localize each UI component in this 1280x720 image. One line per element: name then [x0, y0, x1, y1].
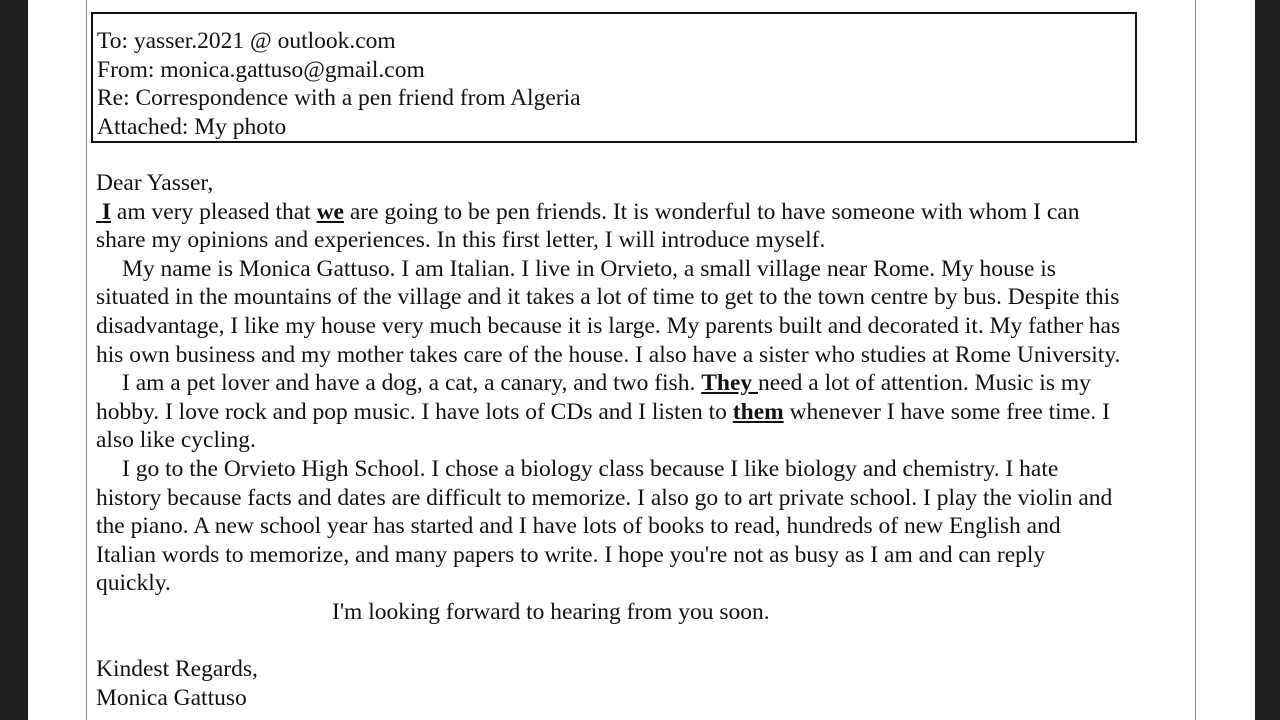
closing-line: I'm looking forward to hearing from you soon. — [332, 598, 770, 625]
p2-line-4: his own business and my mother takes care of the house. I also have a sister who studies at Rome University. — [96, 341, 1121, 368]
p1-line-1: I am very pleased that we are going to be pen friends. It is wonderful to have someone with whom I can — [96, 198, 1181, 227]
p2-line-3: disadvantage, I like my house very much because it is large. My parents built and decorated it. My father has — [96, 312, 1121, 339]
p4-line-2: history because facts and dates are difficult to memorize. I also go to art private school. I play the violin and — [96, 484, 1113, 511]
email-header-box — [91, 12, 1137, 143]
document-page — [28, 0, 1255, 720]
p4-line-4: Italian words to memorize, and many papers to write. I hope you're not as busy as I am and can reply — [96, 541, 1046, 568]
email-to: To: yasser.2021 @ outlook.com — [97, 28, 396, 54]
page-right-border — [1195, 0, 1196, 720]
p3-line-3: also like cycling. — [96, 427, 256, 454]
spacer — [96, 627, 1181, 656]
p4-line-1: I go to the Orvieto High School. I chose a biology class because I like biology and chemistry. I hate — [122, 455, 1059, 482]
p3-line-1: I am a pet lover and have a dog, a cat, a canary, and two fish. They need a lot of attention. Music is my — [122, 370, 1091, 397]
signature: Monica Gattuso — [96, 684, 247, 711]
email-subject: Re: Correspondence with a pen friend from Algeria — [97, 85, 581, 112]
paragraph-4 — [96, 455, 1181, 598]
highlight-word-they: They — [701, 370, 759, 397]
email-from: From: monica.gattuso@gmail.com — [97, 56, 425, 83]
email-attachment: Attached: My photo — [97, 114, 287, 141]
highlight-word-i: I — [101, 198, 112, 225]
highlight-word-them: them — [732, 398, 784, 425]
paragraph-3 — [96, 369, 1181, 455]
greeting: Dear Yasser, — [96, 170, 214, 196]
p4-line-3: the piano. A new school year has started and I have lots of books to read, hundreds of new English and — [96, 513, 1061, 540]
page-left-border — [86, 0, 87, 720]
highlight-word-we: we — [316, 198, 344, 225]
paragraph-2 — [96, 255, 1181, 369]
paragraph-1 — [96, 198, 1181, 255]
sign-off: Kindest Regards, — [96, 656, 258, 683]
p4-line-5: quickly. — [96, 570, 171, 597]
p2-line-1: My name is Monica Gattuso. I am Italian. I live in Orvieto, a small village near Rome. My house is — [122, 255, 1056, 282]
letter-body — [96, 169, 1181, 712]
p2-line-2: situated in the mountains of the village and it takes a lot of time to get to the town centre by bus. Despite this — [96, 284, 1120, 311]
p3-line-2: hobby. I love rock and pop music. I have lots of CDs and I listen to them whenever I have some free time. I — [96, 398, 1110, 425]
p1-line-2: share my opinions and experiences. In this first letter, I will introduce myself. — [96, 227, 826, 254]
